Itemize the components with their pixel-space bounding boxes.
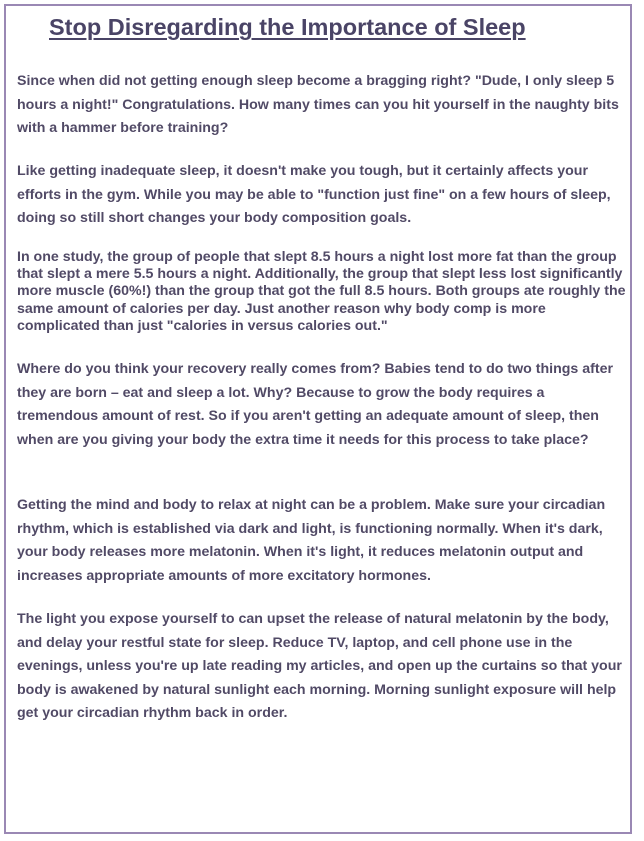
- paragraph-light-exposure: The light you expose yourself to can upset the release of natural melatonin by the body, and delay your restful state for sleep. Reduce TV, laptop, and cell phone use in the evenings, unless you're up late reading my articles, and open up the curtains so that your body is awakened by natural sunlight each morning. Morning sunlight exposure will help get your circadian rhythm back in order.: [17, 611, 622, 721]
- paragraph-bragging: Since when did not getting enough sleep become a bragging right? "Dude, I only sleep 5 hours a night!" Congratulations. How many times can you hit yourself in the naughty bits with a hammer before training?: [17, 73, 619, 136]
- paragraph-circadian: Getting the mind and body to relax at night can be a problem. Make sure your circadian rhythm, which is established via dark and light, is functioning normally. When it's dark, your body releases more melatonin. When it's light, it reduces melatonin output and increases appropriate amounts of more excitatory hormones.: [17, 497, 606, 584]
- article-title: Stop Disregarding the Importance of Sleep: [49, 14, 526, 40]
- paragraph-inadequate-sleep: Like getting inadequate sleep, it doesn't make you tough, but it certainly affects your efforts in the gym. While you may be able to "function just fine" on a few hours of sleep, doing so still short changes your body composition goals.: [17, 163, 611, 226]
- paragraph-study: In one study, the group of people that slept 8.5 hours a night lost more fat than the group that slept a mere 5.5 hours a night. Additionally, the group that slept less lost significantly more muscle (60%!) than the group that got the full 8.5 hours. Both groups ate roughly the same amount of calories per day. Just another reason why body comp is more complicated than just "calories in versus calories out.": [17, 249, 626, 334]
- paragraph-recovery: Where do you think your recovery really comes from? Babies tend to do two things after they are born – eat and sleep a lot. Why? Because to grow the body requires a tremendous amount of rest. So if you aren't getting an adequate amount of sleep, then when are you giving your body the extra time it needs for this process to take place?: [17, 361, 613, 448]
